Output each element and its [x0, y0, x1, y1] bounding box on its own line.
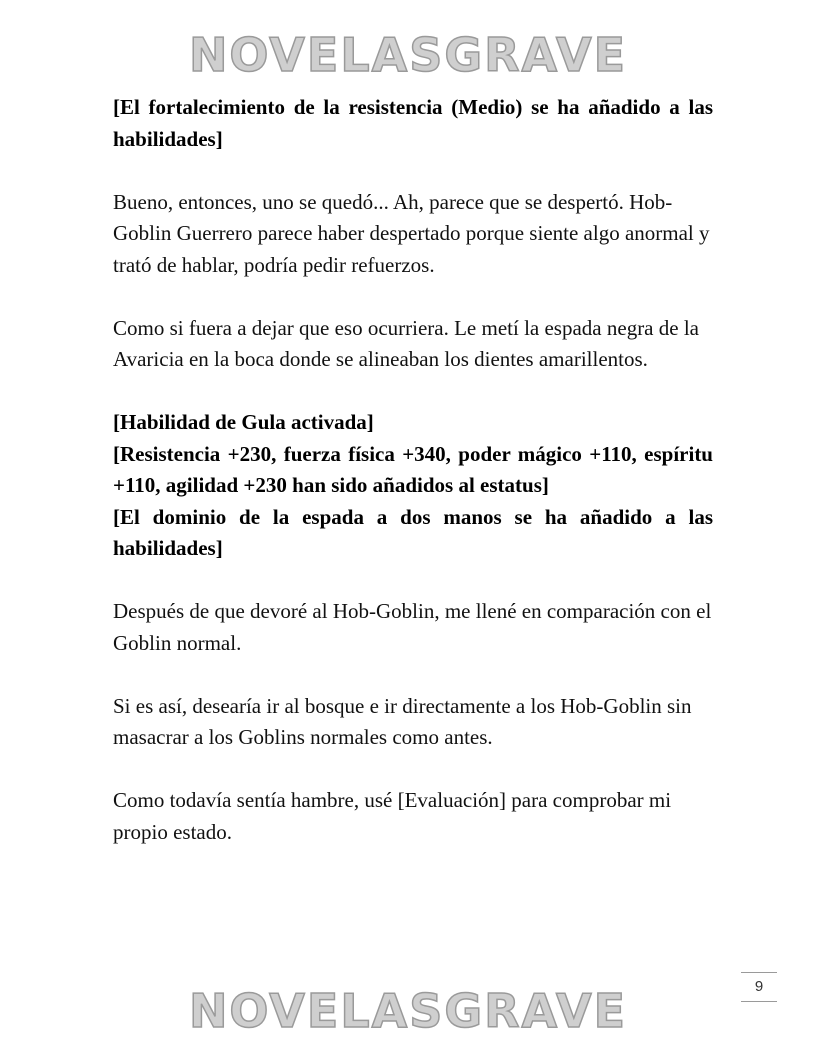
page-body — [113, 92, 713, 880]
narrative-paragraph: Como si fuera a dejar que eso ocurriera. Le metí la espada negra de la Avaricia en la boca donde se alineaban los dientes amarillentos. — [113, 315, 699, 371]
footer-watermark-logo: NOVELASGRAVE — [188, 984, 628, 1038]
system-message-two-handed-sword: [El dominio de la espada a dos manos se ha añadido a las habilidades] — [113, 504, 713, 560]
narrative-paragraph: Si es así, desearía ir al bosque e ir directamente a los Hob-Goblin sin masacrar a los Goblins normales como antes. — [113, 693, 692, 749]
system-message-resistance: [El fortalecimiento de la resistencia (Medio) se ha añadido a las habilidades] — [113, 95, 713, 151]
header-watermark-logo: NOVELASGRAVE — [188, 28, 628, 82]
page-number: 9 — [741, 972, 777, 1002]
narrative-paragraph: Bueno, entonces, uno se quedó... Ah, parece que se despertó. Hob-Goblin Guerrero parece haber despertado porque siente algo anormal y trató de hablar, podría pedir refuerzos. — [113, 189, 710, 277]
narrative-paragraph: Como todavía sentía hambre, usé [Evaluación] para comprobar mi propio estado. — [113, 788, 672, 844]
narrative-paragraph: Después de que devoré al Hob-Goblin, me llené en comparación con el Goblin normal. — [113, 599, 712, 655]
system-message-stats: [Resistencia +230, fuerza física +340, poder mágico +110, espíritu +110, agilidad +230 han sido añadidos al estatus] — [113, 441, 713, 497]
system-message-gluttony: [Habilidad de Gula activada] — [113, 410, 374, 434]
